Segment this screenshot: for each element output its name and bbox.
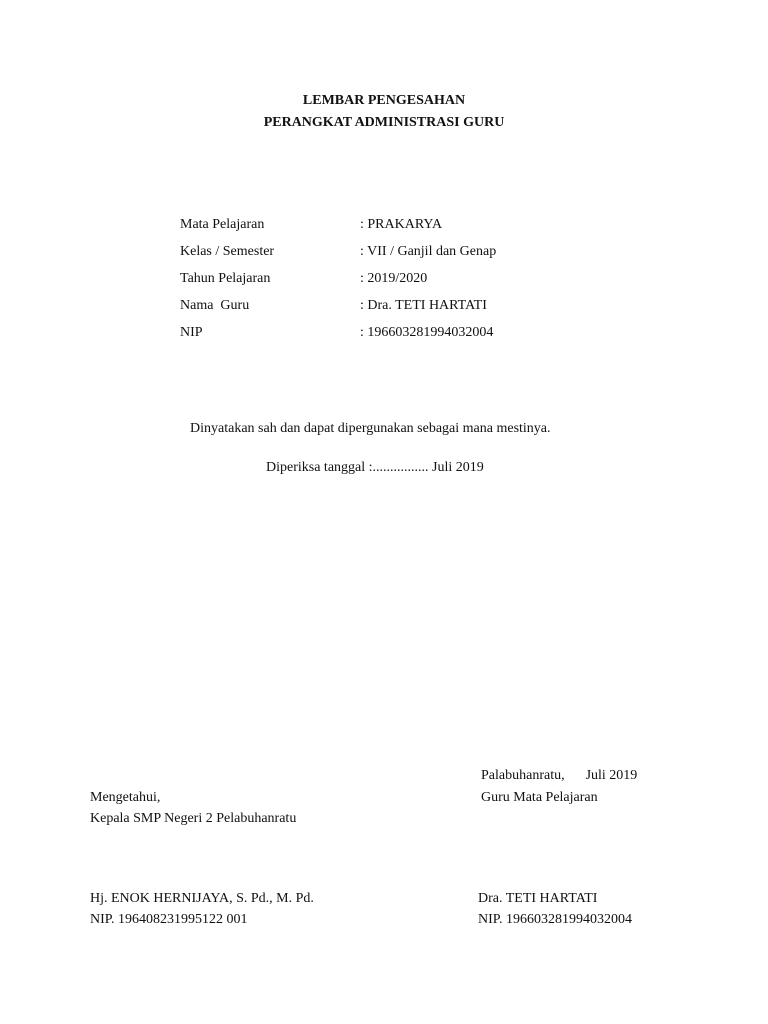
left-signer-nip: NIP. 196408231995122 001 [90, 912, 248, 927]
detail-value-year: : 2019/2020 [360, 271, 428, 286]
document-title: LEMBAR PENGESAHAN [302, 93, 466, 108]
right-signer-nip: NIP. 196603281994032004 [478, 912, 633, 927]
right-signer-name: Dra. TETI HARTATI [478, 891, 598, 906]
checked-date: Diperiksa tanggal :................ Juli 2019 [266, 460, 484, 475]
detail-value-class: : VII / Ganjil dan Genap [360, 244, 497, 259]
detail-label-nip: NIP [180, 325, 203, 340]
left-signer-name: Hj. ENOK HERNIJAYA, S. Pd., M. Pd. [90, 891, 314, 906]
right-position: Guru Mata Pelajaran [481, 790, 598, 805]
document-subtitle: PERANGKAT ADMINISTRASI GURU [263, 115, 505, 130]
validation-statement: Dinyatakan sah dan dapat dipergunakan sebagai mana mestinya. [190, 421, 551, 436]
left-position: Kepala SMP Negeri 2 Pelabuhanratu [90, 811, 297, 826]
detail-value-nip: : 196603281994032004 [360, 325, 494, 340]
left-acknowledged: Mengetahui, [90, 790, 161, 805]
place-date: Palabuhanratu, Juli 2019 [481, 768, 638, 783]
detail-label-subject: Mata Pelajaran [180, 217, 265, 232]
detail-label-year: Tahun Pelajaran [180, 271, 271, 286]
detail-value-subject: : PRAKARYA [360, 217, 443, 232]
detail-label-class: Kelas / Semester [180, 244, 275, 259]
detail-value-teacher: : Dra. TETI HARTATI [360, 298, 487, 313]
detail-label-teacher: Nama Guru [180, 298, 250, 313]
